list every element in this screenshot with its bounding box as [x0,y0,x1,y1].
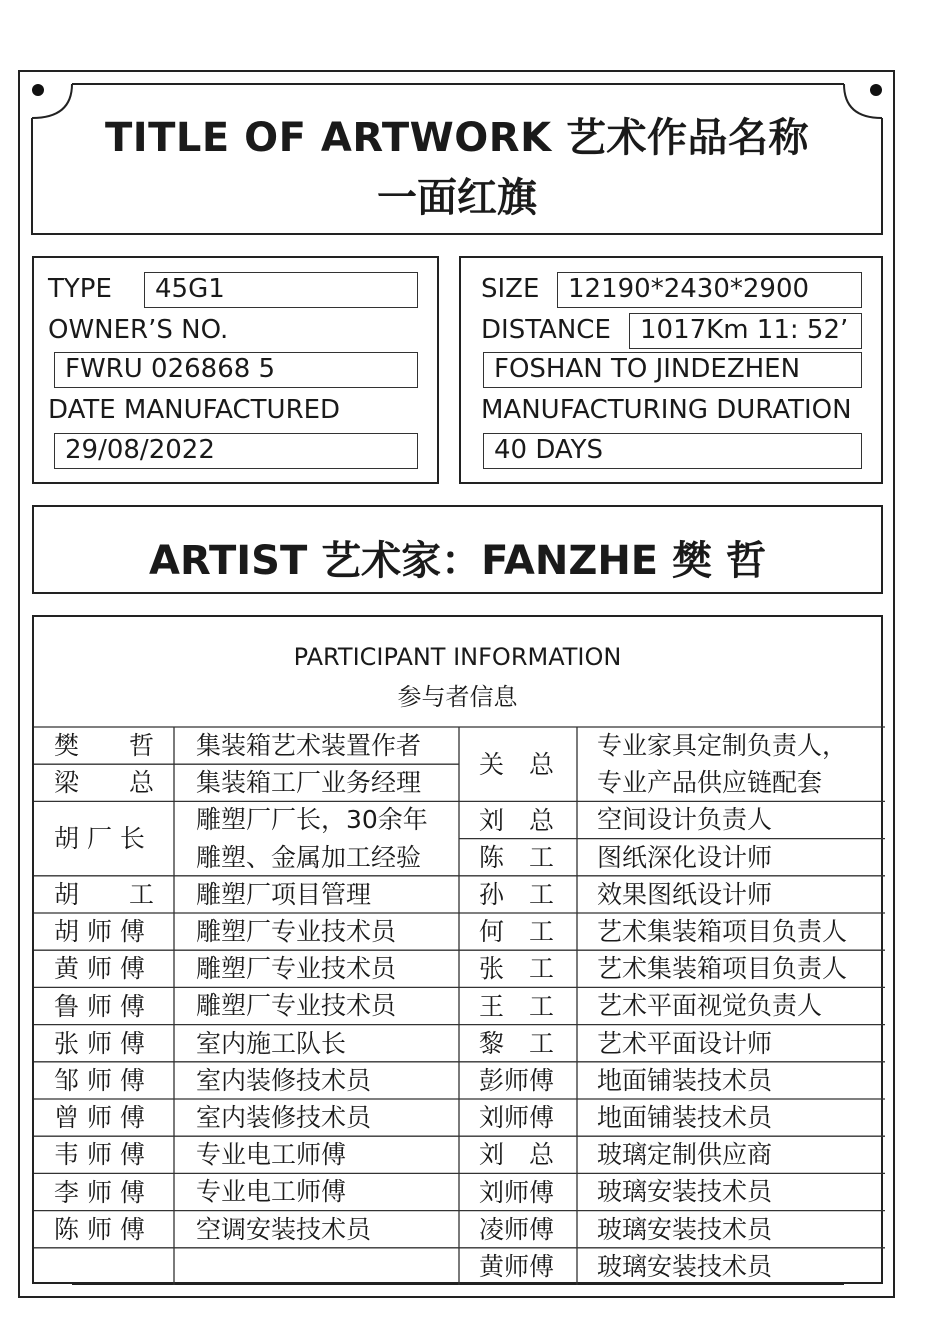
title-section [32,84,882,234]
container-info-left [32,256,439,484]
participant-name: 鲁 师 傅 [54,991,145,1021]
participant-name: 韦 师 傅 [54,1140,145,1170]
container-info-right [459,256,883,484]
participant-name: 刘 总 [479,805,555,835]
distance-field: 1017Km 11: 52’ [629,313,862,349]
participant-name: 王 工 [479,991,555,1021]
participant-name: 彭师傅 [479,1065,555,1095]
participant-role: 效果图纸设计师 [597,879,773,909]
participant-role: 专业家具定制负责人， [597,731,848,760]
participant-name: 樊 哲 [54,731,155,761]
participant-role: 专业电工师傅 [196,1177,347,1207]
participants-heading-cn: 参与者信息 [397,683,518,711]
owner-label: OWNER’S NO. [48,315,229,345]
participant-role: 艺术集装箱项目负责人 [597,954,848,984]
participant-name: 陈 工 [479,842,555,872]
participant-role: 室内装修技术员 [196,1103,372,1132]
participant-name: 梁 总 [54,768,155,798]
participant-role: 雕塑、金属加工经验 [196,842,422,872]
date-label: DATE MANUFACTURED [48,395,341,425]
participant-role: 雕塑厂专业技术员 [196,917,397,946]
participant-role: 专业产品供应链配套 [597,768,823,798]
size-label: SIZE [481,274,540,304]
participant-role: 艺术平面设计师 [597,1028,773,1058]
participant-role: 雕塑厂项目管理 [196,879,372,909]
participant-name: 刘师傅 [479,1103,555,1133]
duration-label: MANUFACTURING DURATION [481,395,852,425]
owner-field: FWRU 026868 5 [54,352,418,388]
participant-name: 张 师 傅 [54,1028,145,1058]
date-field: 29/08/2022 [54,433,418,469]
participants-heading-en: PARTICIPANT INFORMATION [293,643,622,671]
participant-name: 胡 师 傅 [54,917,145,947]
participant-role: 图纸深化设计师 [597,842,773,872]
participant-role: 雕塑厂专业技术员 [196,954,397,984]
duration-field: 40 DAYS [483,433,862,469]
participant-name: 孙 工 [479,879,555,909]
participant-name: 凌师傅 [479,1214,555,1244]
participant-role: 雕塑厂厂长，30余年 [196,805,428,835]
participant-role: 地面铺装技术员 [597,1065,773,1095]
artist-name: ARTIST 艺术家：FANZHE 樊 哲 [149,538,766,584]
participant-role: 地面铺装技术员 [597,1103,773,1132]
participant-name: 刘师傅 [479,1177,555,1207]
participant-role: 玻璃安装技术员 [597,1214,773,1244]
participant-role: 雕塑厂专业技术员 [196,991,397,1021]
participant-name: 曾 师 傅 [54,1103,145,1133]
participant-role: 玻璃安装技术员 [597,1251,773,1281]
participant-name: 关 总 [479,749,555,779]
participant-name: 黎 工 [479,1028,555,1058]
distance-label: DISTANCE [481,315,611,345]
type-label: TYPE [48,274,112,304]
participant-name: 邹 师 傅 [54,1065,145,1095]
route-field: FOSHAN TO JINDEZHEN [483,352,862,388]
participant-name: 黄师傅 [479,1251,555,1281]
participant-name: 陈 师 傅 [54,1214,145,1244]
participant-role: 空间设计负责人 [597,805,773,835]
participant-name: 刘 总 [479,1140,555,1170]
participant-role: 集装箱艺术装置作者 [196,731,422,760]
participant-role: 集装箱工厂业务经理 [196,768,422,798]
type-field: 45G1 [144,272,418,308]
participant-name: 张 工 [479,954,555,984]
participant-role: 艺术平面视觉负责人 [597,991,823,1021]
participant-name: 何 工 [479,917,555,947]
artwork-title-heading: TITLE OF ARTWORK 艺术作品名称 [104,115,810,161]
artist-section [32,505,883,594]
size-field: 12190*2430*2900 [557,272,862,308]
participant-role: 玻璃安装技术员 [597,1177,773,1207]
participants-section [32,615,883,1284]
participant-role: 专业电工师傅 [196,1140,347,1170]
participant-name: 胡 工 [54,879,155,909]
participant-role: 室内装修技术员 [196,1065,372,1095]
participant-role: 艺术集装箱项目负责人 [597,917,848,946]
participant-name: 胡 厂 长 [54,824,145,854]
participant-role: 玻璃定制供应商 [597,1140,773,1170]
artwork-name: 一面红旗 [377,175,537,221]
participant-role: 空调安装技术员 [196,1214,372,1244]
participant-name: 黄 师 傅 [54,954,145,984]
participant-role: 室内施工队长 [196,1028,347,1058]
participant-name: 李 师 傅 [54,1177,145,1207]
